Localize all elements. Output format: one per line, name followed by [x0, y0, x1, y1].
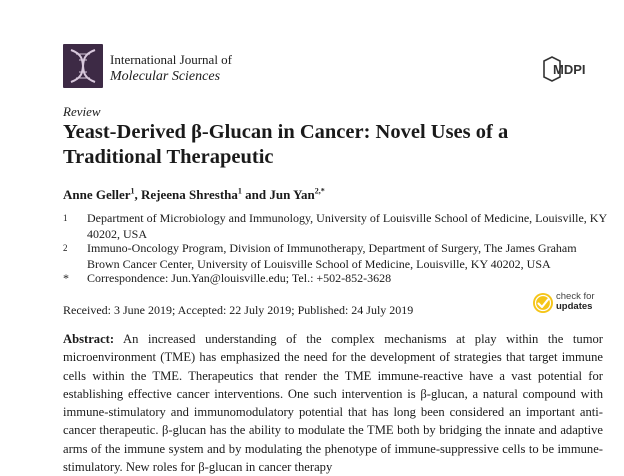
check-for-updates-button[interactable] — [532, 291, 602, 317]
author-affil-mark: 2,* — [314, 186, 325, 196]
publication-dates: Received: 3 June 2019; Accepted: 22 July 2019; Published: 24 July 2019 — [63, 303, 414, 317]
affiliation-mark: 2 — [63, 243, 68, 253]
mdpi-logo — [540, 57, 596, 81]
affiliation-text: Immuno-Oncology Program, Division of Immunotherapy, Department of Surgery, The James Graham Brown Cancer Center, University of Louisville School of Medicine, Louisville, KY 40202, USA — [87, 241, 577, 271]
correspondence-mark: * — [63, 271, 69, 285]
correspondence-text[interactable]: Correspondence: Jun.Yan@louisville.edu; Tel.: +502-852-3628 — [87, 271, 392, 285]
journal-name-line1: International Journal of — [110, 52, 233, 67]
abstract-text: An increased understanding of the complex mechanisms at play within the tumor microenvironment (TME) has emphasized the need for the development of strategies that target immune cells within the TME. Therapeutics that render the TME immune-reactive have a vast potential for establishing effective cancer interventions. One such intervention is β-glucan, a natural compound with immune-stimulatory and immunomodulatory potential that has long been considered an important anti-cancer therapeutic. β-glucan has the ability to modulate the TME both by bridging the innate and adaptive arms of the immune system and by modulating the phenotype of immune-suppressive cells to be immune-stimulatory. New roles for β-glucan in cancer therapy — [63, 332, 603, 475]
check-updates-line1: check for — [556, 291, 595, 302]
mdpi-logo-text: MDPI — [553, 62, 586, 77]
author-affil-mark: 1 — [130, 186, 135, 196]
check-updates-label — [556, 292, 595, 312]
journal-name — [110, 51, 232, 85]
journal-name-line2: Molecular Sciences — [110, 69, 221, 84]
author-separator: , — [134, 187, 142, 202]
check-updates-line2: updates — [556, 301, 593, 312]
author-list — [63, 187, 325, 203]
check-updates-icon — [532, 292, 554, 314]
abstract — [63, 330, 603, 476]
author-name[interactable]: Jun Yan — [269, 187, 315, 202]
affiliation-mark: 1 — [63, 213, 68, 223]
author-name[interactable]: Anne Geller — [63, 187, 131, 202]
article-title: Yeast-Derived β-Glucan in Cancer: Novel Uses of a Traditional Therapeutic — [63, 121, 509, 168]
author-name[interactable]: Rejeena Shrestha — [141, 187, 238, 202]
author-separator: and — [241, 187, 270, 202]
abstract-label: Abstract: — [63, 332, 115, 346]
author-affil-mark: 1 — [237, 186, 242, 196]
journal-logo-icon — [63, 44, 103, 88]
affiliation-text: Department of Microbiology and Immunology, University of Louisville School of Medicine, Louisville, KY 40202, USA — [87, 211, 607, 241]
article-type: Review — [63, 104, 101, 119]
